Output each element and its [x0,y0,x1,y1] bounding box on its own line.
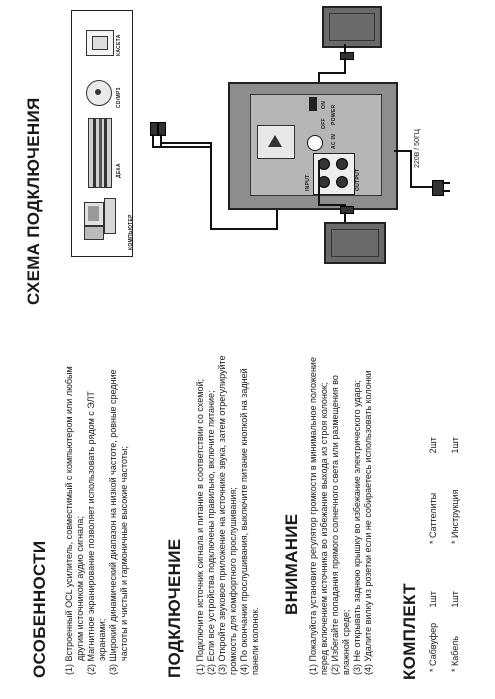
warning-list [308,357,374,675]
kit-item-name: * Кабель [450,636,460,672]
speaker-cable [318,72,346,74]
ac-in-label: AC IN [331,133,337,149]
connection-line: (4) По окончании прослушивания, выключите питание кнопкой на задней [239,368,249,675]
features-line: экранами; [97,618,107,661]
warning-sticker [257,125,295,159]
power-spec: 220В / 50ГЦ [414,129,421,168]
features-line: (3) Широкий динамический диапазон на низкой частоте, ровные средние [108,369,118,675]
features-list [64,366,130,675]
input-label: INPUT [305,174,311,191]
cd-label: CD/MP3 [116,87,122,108]
disc-icon [95,89,101,95]
speaker-cable [344,212,346,222]
satellite-speaker-top [322,6,382,48]
cassette-label: КАСЕТА [116,34,122,56]
diagram-title: СХЕМА ПОДКЛЮЧЕНИЯ [24,97,43,305]
satellite-speaker-bottom [324,222,386,264]
kit-item [450,591,461,672]
features-line: другим источником аудио сигнала; [75,516,85,661]
warning-line: (4) Удалите вилку из розетки если не собираетесь использовать колонки [363,370,373,675]
signal-cable [160,134,162,146]
warning-line: перед включением источника во избежание выхода из строя колонок; [319,382,329,675]
deck-stripe [99,119,102,187]
speaker-cable [344,44,346,54]
computer-monitor [84,202,104,226]
kit-item-name: * Саттелиты [428,492,438,544]
kit-item [450,437,461,544]
kit-item-qty: 1шт [450,437,460,454]
plug-pin [442,190,450,192]
plug-pin [442,182,450,184]
connection-list [195,355,261,675]
kit-item-name: * Инструкция [450,489,460,544]
features-title: ОСОБЕННОСТИ [30,540,49,678]
signal-cable [212,228,278,230]
speaker-cable [318,160,320,206]
kit-item [428,591,439,672]
features-line: (2) Магнитное экранирование позволяет использовать рядом с ЭЛТ [86,391,96,675]
warning-line: (3) Не открывать заднюю крышку во избежание электрического удара; [352,379,362,675]
output-jack [336,158,348,170]
speaker-cable [318,204,346,206]
signal-cable [152,134,154,146]
kit-item-qty: 2шт [428,437,438,454]
warning-line: (2) Избегайте попадания прямого солнечного света или размещения во [330,375,340,675]
warning-line: (1) Пожалуйста установите регулятор громкости в минимальное положение [308,357,318,675]
signal-cable [152,146,212,148]
cassette-player [86,30,114,56]
input-jack [336,176,348,188]
output-label: OUTPUT [355,168,361,191]
hazard-triangle-icon [268,135,282,147]
connection-line: панели колонок. [250,607,260,675]
warning-line: влажной среде; [341,609,351,675]
features-line: (1) Встроенный OCL усилитель, совместимый с компьютером или любым [64,366,74,675]
power-cord [410,186,434,188]
computer-label: КОМПЬЮТЕР [128,214,134,250]
kit-item-qty: 1шт [428,591,438,608]
deck-stripe [93,119,96,187]
subwoofer-amplifier [228,82,398,210]
kit-item-name: * Сабвуфер [428,622,438,672]
tape-deck [88,118,112,188]
kit-item-qty: 1шт [450,591,460,608]
kit-item [428,437,439,544]
signal-cable [210,142,212,230]
cassette-slot [92,36,108,50]
connection-title: ПОДКЛЮЧЕНИЕ [165,538,184,678]
speaker-plug [340,52,354,60]
speaker-plug [340,206,354,214]
rear-panel [250,94,382,196]
warning-title: ВНИМАНИЕ [282,513,301,615]
cd-player [86,80,112,106]
connection-line: (1) Подключите источник сигнала и питание в соответствии со схемой; [195,378,205,675]
monitor-screen [88,206,99,221]
computer-keyboard [84,226,104,240]
power-off-label: OFF [321,118,327,129]
computer-case [104,198,116,234]
deck-stripe [104,119,107,187]
connection-line: громкость для комфортного прослушивания; [228,487,238,675]
connection-line: (3) Откройте звуковое приложение на источнике звука, затем отрегулируйте [217,355,227,675]
power-switch [309,97,317,111]
kit-title: КОМПЛЕКТ [400,583,419,680]
power-on-label: ON [321,100,327,109]
connection-line: (2) Если все устройства подключены правильно, включите питание; [206,390,216,675]
signal-cable [160,142,212,144]
power-label: POWER [331,104,337,125]
features-line: частоты и чистый и гармоничные высокие частоты; [119,446,129,661]
ac-socket [307,135,323,151]
deck-label: ДЕКА [116,163,122,178]
